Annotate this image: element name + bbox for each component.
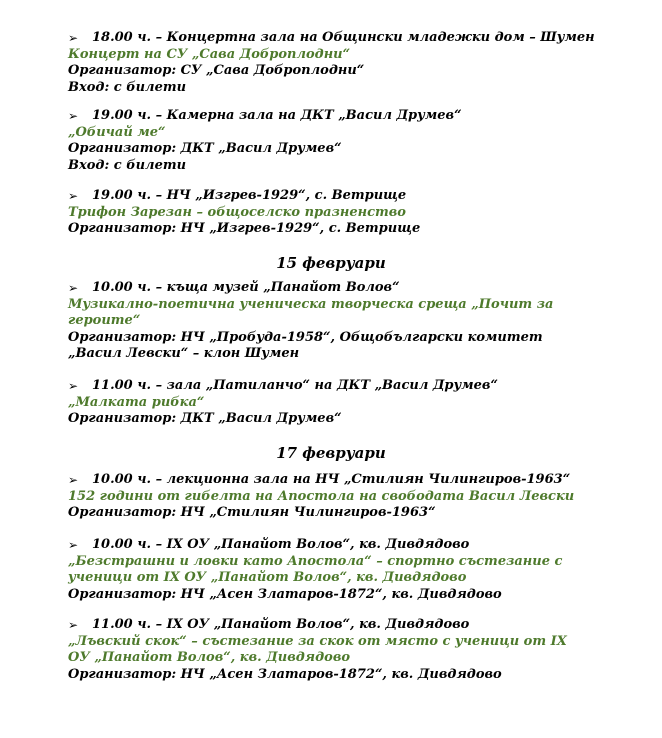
event-entry: Вход: с билети — [68, 79, 187, 95]
event-title: Музикално-поетична ученическа творческа среща „Почит за героите“ — [68, 296, 554, 328]
event-organizer: Организатор: ДКТ „Васил Друмев“ — [68, 141, 342, 156]
event-organizer: Организатор: НЧ „Изгрев-1929“, с. Ветрище — [68, 221, 421, 236]
event-entry: Вход: с билети — [68, 157, 187, 173]
event-heading-text: 11.00 ч. – IX ОУ „Панайот Волов“, кв. Дивдядово — [92, 617, 470, 632]
arrow-bullet-icon: ➢ — [68, 189, 79, 203]
event-heading — [68, 537, 588, 554]
arrow-bullet-icon: ➢ — [68, 538, 79, 552]
event-heading-text: 19.00 ч. – Камерна зала на ДКТ „Васил Друмев“ — [92, 108, 462, 123]
arrow-bullet-icon: ➢ — [68, 31, 79, 45]
event-block — [68, 30, 595, 96]
event-heading-text: 10.00 ч. – къща музей „Панайот Волов“ — [92, 280, 400, 295]
event-heading-text: 19.00 ч. – НЧ „Изгрев-1929“, с. Ветрище — [92, 188, 407, 203]
event-block — [68, 280, 588, 363]
event-title: „Обичай ме“ — [68, 124, 166, 140]
event-organizer: Организатор: ДКТ „Васил Друмев“ — [68, 411, 342, 426]
event-heading-text: 11.00 ч. – зала „Патиланчо“ на ДКТ „Васил Друмев“ — [92, 378, 498, 393]
event-title: Трифон Зарезан – общоселско празненство — [68, 204, 406, 220]
event-heading-text: 10.00 ч. – лекционна зала на НЧ „Стилиян Чилингиров-1963“ — [92, 472, 571, 487]
event-organizer: Организатор: НЧ „Стилиян Чилингиров-1963“ — [68, 505, 436, 520]
event-heading — [68, 280, 588, 297]
event-heading — [68, 188, 588, 205]
event-heading — [68, 378, 588, 395]
event-heading-text: 10.00 ч. – IX ОУ „Панайот Волов“, кв. Дивдядово — [92, 537, 470, 552]
event-organizer: Организатор: НЧ „Асен Златаров-1872“, кв. Дивдядово — [68, 666, 502, 682]
arrow-bullet-icon: ➢ — [68, 109, 79, 123]
event-organizer: Организатор: СУ „Сава Доброплодни“ — [68, 63, 365, 78]
event-title: Концерт на СУ „Сава Доброплодни“ — [68, 46, 351, 62]
event-title: „Лъвский скок“ – състезание за скок от място с ученици от IX ОУ „Панайот Волов“, кв. Дивдядово — [68, 633, 567, 665]
event-organizer: Организатор: НЧ „Асен Златаров-1872“, кв. Дивдядово — [68, 586, 502, 602]
event-title: 152 години от гибелта на Апостола на свободата Васил Левски — [68, 488, 575, 504]
event-block — [68, 188, 588, 238]
event-organizer: Организатор: НЧ „Пробуда-1958“, Общобългарски комитет „Васил Левски“ – клон Шумен — [68, 329, 543, 361]
event-title: „Безстрашни и ловки като Апостола“ – спортно състезание с ученици от IX ОУ „Панайот Волов“, кв. Дивдядово — [68, 553, 563, 585]
event-heading — [68, 472, 588, 489]
date-heading: 17 февруари — [276, 444, 386, 462]
event-block — [68, 108, 588, 174]
event-heading-text: 18.00 ч. – Концертна зала на Общински младежки дом – Шумен — [92, 30, 595, 45]
event-heading — [68, 108, 588, 125]
event-heading — [68, 30, 595, 47]
event-block — [68, 472, 588, 522]
event-block — [68, 378, 588, 428]
event-block — [68, 537, 588, 603]
date-heading: 15 февруари — [276, 254, 386, 272]
event-block — [68, 617, 588, 683]
arrow-bullet-icon: ➢ — [68, 473, 79, 487]
arrow-bullet-icon: ➢ — [68, 379, 79, 393]
arrow-bullet-icon: ➢ — [68, 618, 79, 632]
event-heading — [68, 617, 588, 634]
event-title: „Малката рибка“ — [68, 394, 205, 410]
arrow-bullet-icon: ➢ — [68, 281, 79, 295]
